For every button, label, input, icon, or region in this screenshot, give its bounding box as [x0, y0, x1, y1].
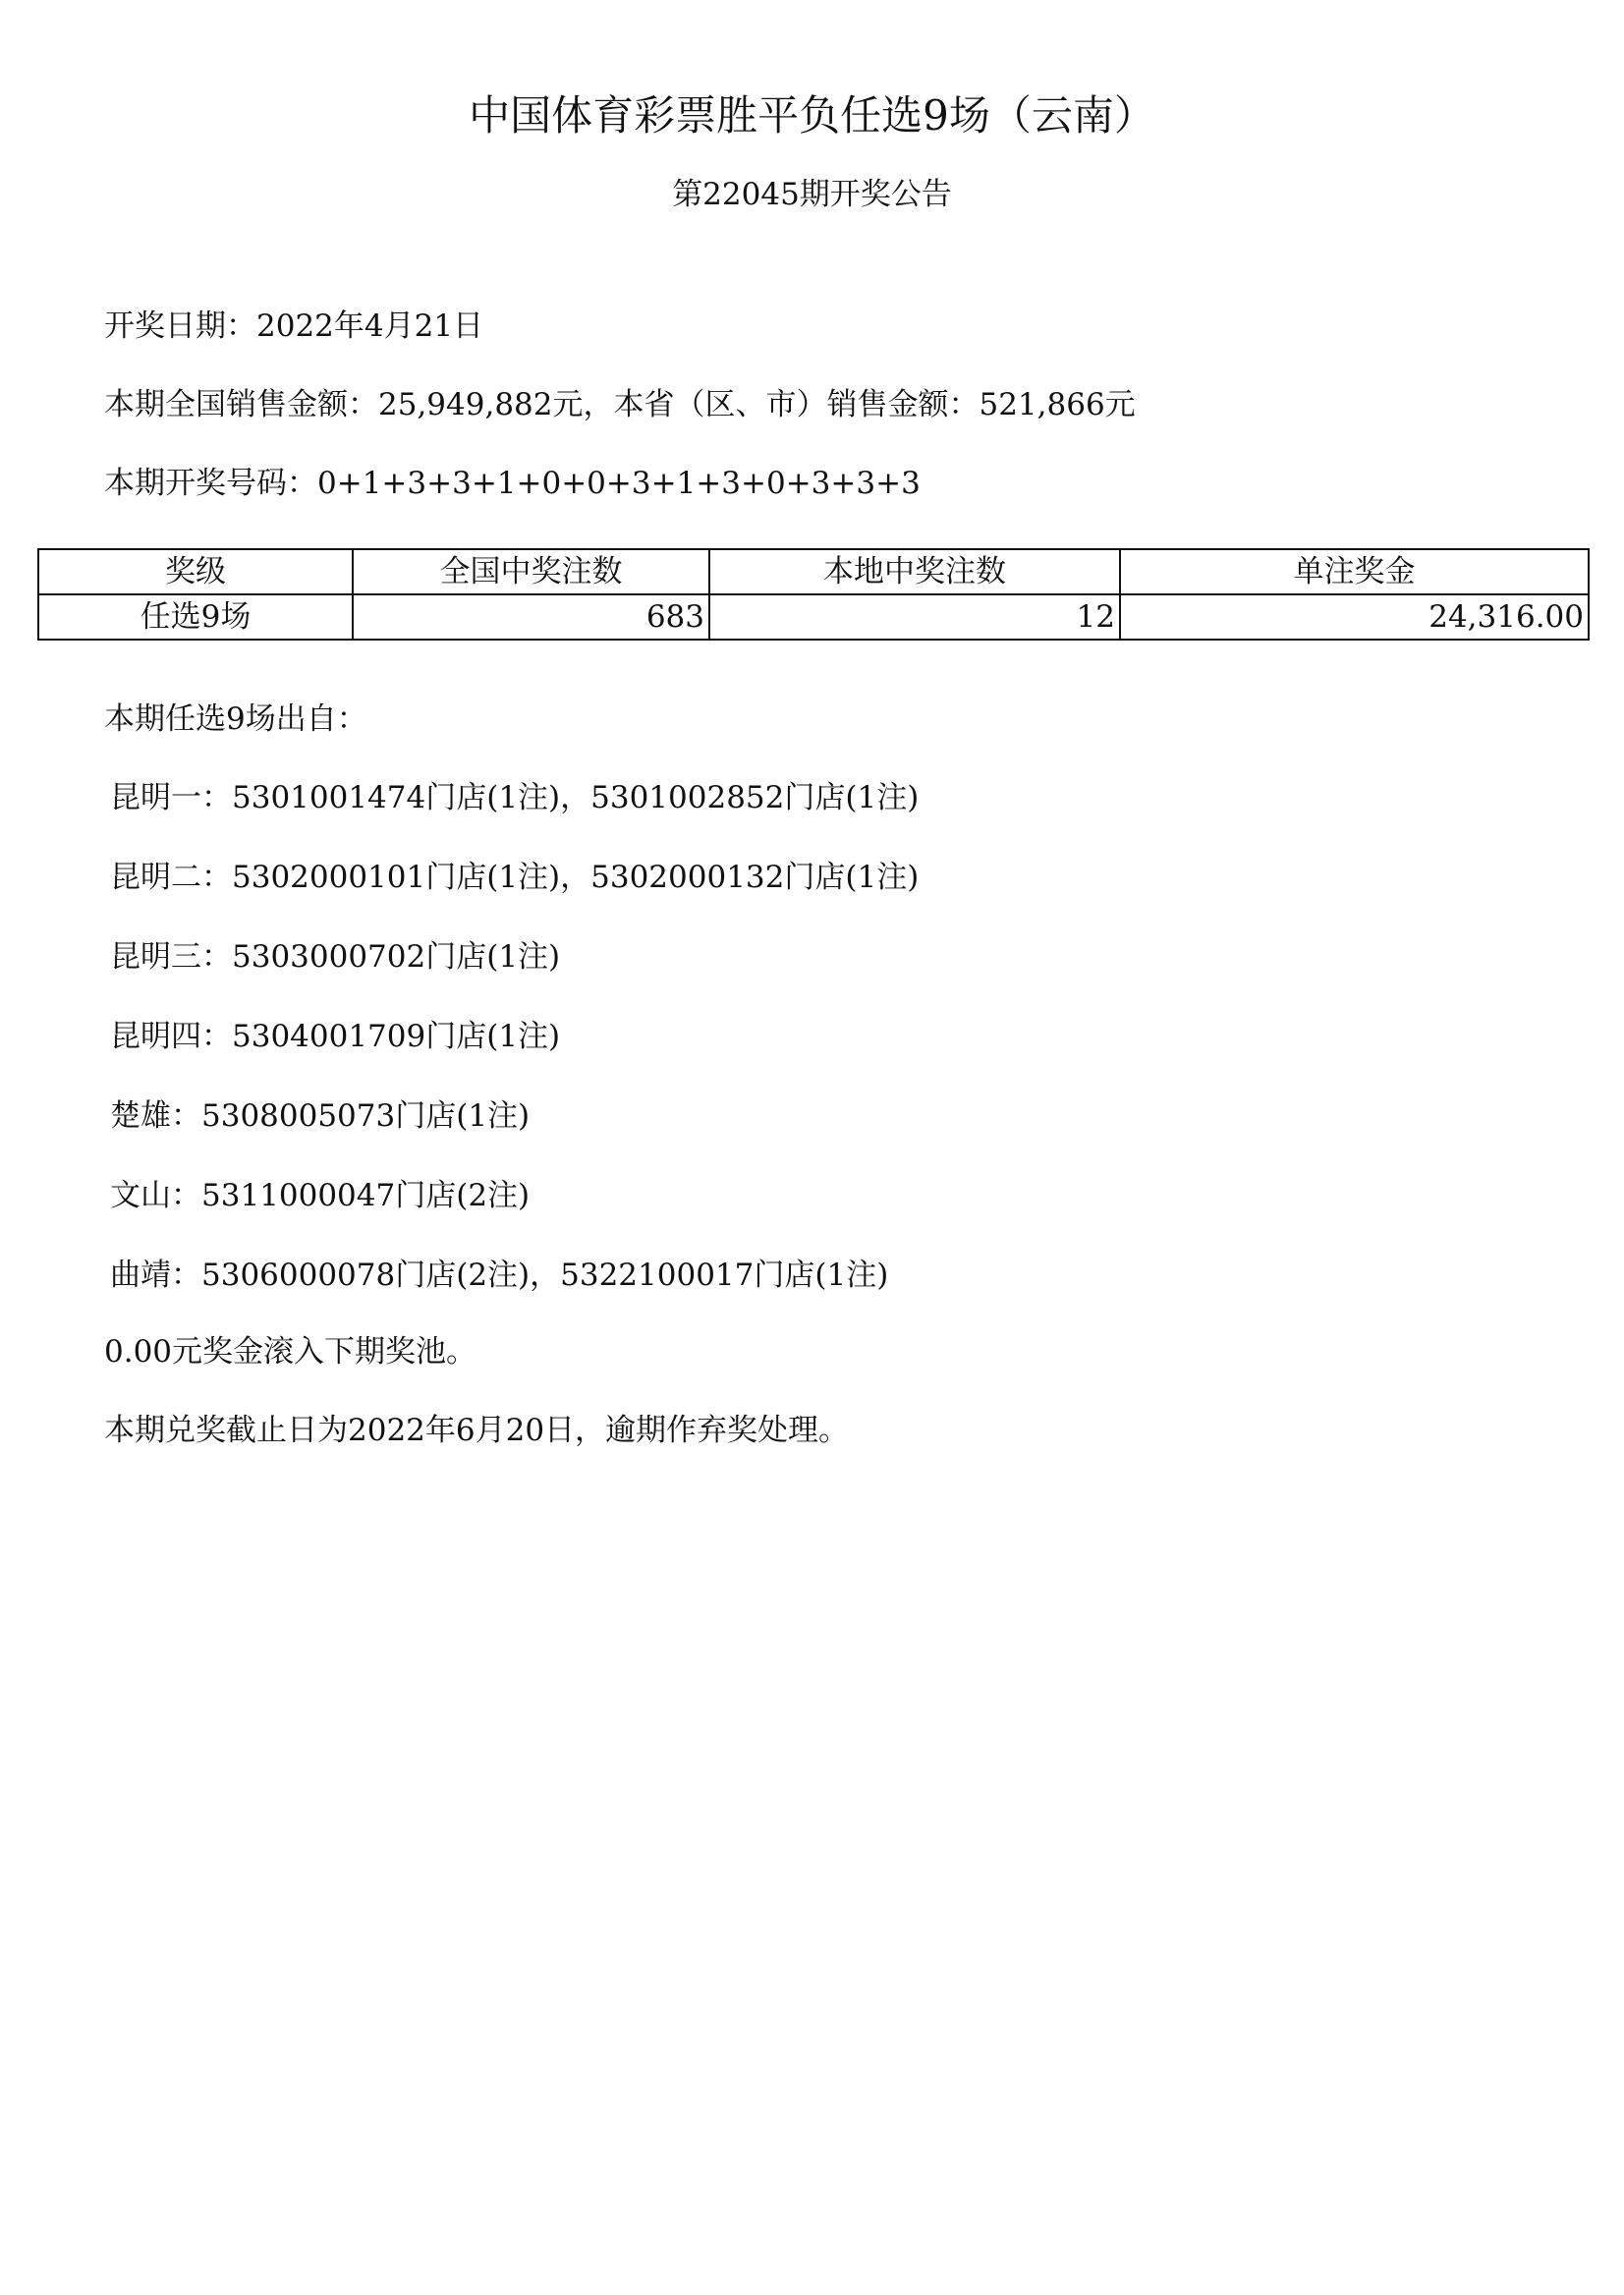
source-item: 文山：5311000047门店(2注) [110, 1178, 531, 1213]
cell-prize: 24,316.00 [1120, 594, 1589, 640]
table-row [38, 594, 1589, 640]
winning-numbers: 本期开奖号码：0+1+3+3+1+0+0+3+1+3+0+3+3+3 [104, 466, 921, 501]
source-item: 昆明三：5303000702门店(1注) [110, 939, 561, 975]
source-item: 昆明二：5302000101门店(1注)，5302000132门店(1注) [110, 860, 920, 895]
cell-local-count: 12 [709, 594, 1120, 640]
table-header-row [38, 549, 1589, 594]
results-table [37, 548, 1590, 641]
draw-date: 开奖日期：2022年4月21日 [104, 308, 484, 344]
page-subtitle: 第22045期开奖公告 [672, 177, 952, 212]
source-item: 楚雄：5308005073门店(1注) [110, 1098, 531, 1134]
source-item: 昆明一：5301001474门店(1注)，5301002852门店(1注) [110, 780, 920, 815]
sales-amount: 本期全国销售金额：25,949,882元，本省（区、市）销售金额：521,866元 [104, 387, 1136, 422]
cell-national-count: 683 [353, 594, 709, 640]
deadline-note: 本期兑奖截止日为2022年6月20日，逾期作弃奖处理。 [104, 1413, 850, 1448]
header-local-count: 本地中奖注数 [709, 549, 1120, 594]
source-item: 曲靖：5306000078门店(2注)，5322100017门店(1注) [110, 1258, 889, 1293]
header-level: 奖级 [38, 549, 353, 594]
header-national-count: 全国中奖注数 [353, 549, 709, 594]
sources-title: 本期任选9场出自： [104, 701, 367, 737]
header-prize: 单注奖金 [1120, 549, 1589, 594]
cell-level: 任选9场 [38, 594, 353, 640]
page-title: 中国体育彩票胜平负任选9场（云南） [469, 91, 1155, 140]
source-item: 昆明四：5304001709门店(1注) [110, 1019, 561, 1054]
rollover-note: 0.00元奖金滚入下期奖池。 [104, 1334, 477, 1370]
